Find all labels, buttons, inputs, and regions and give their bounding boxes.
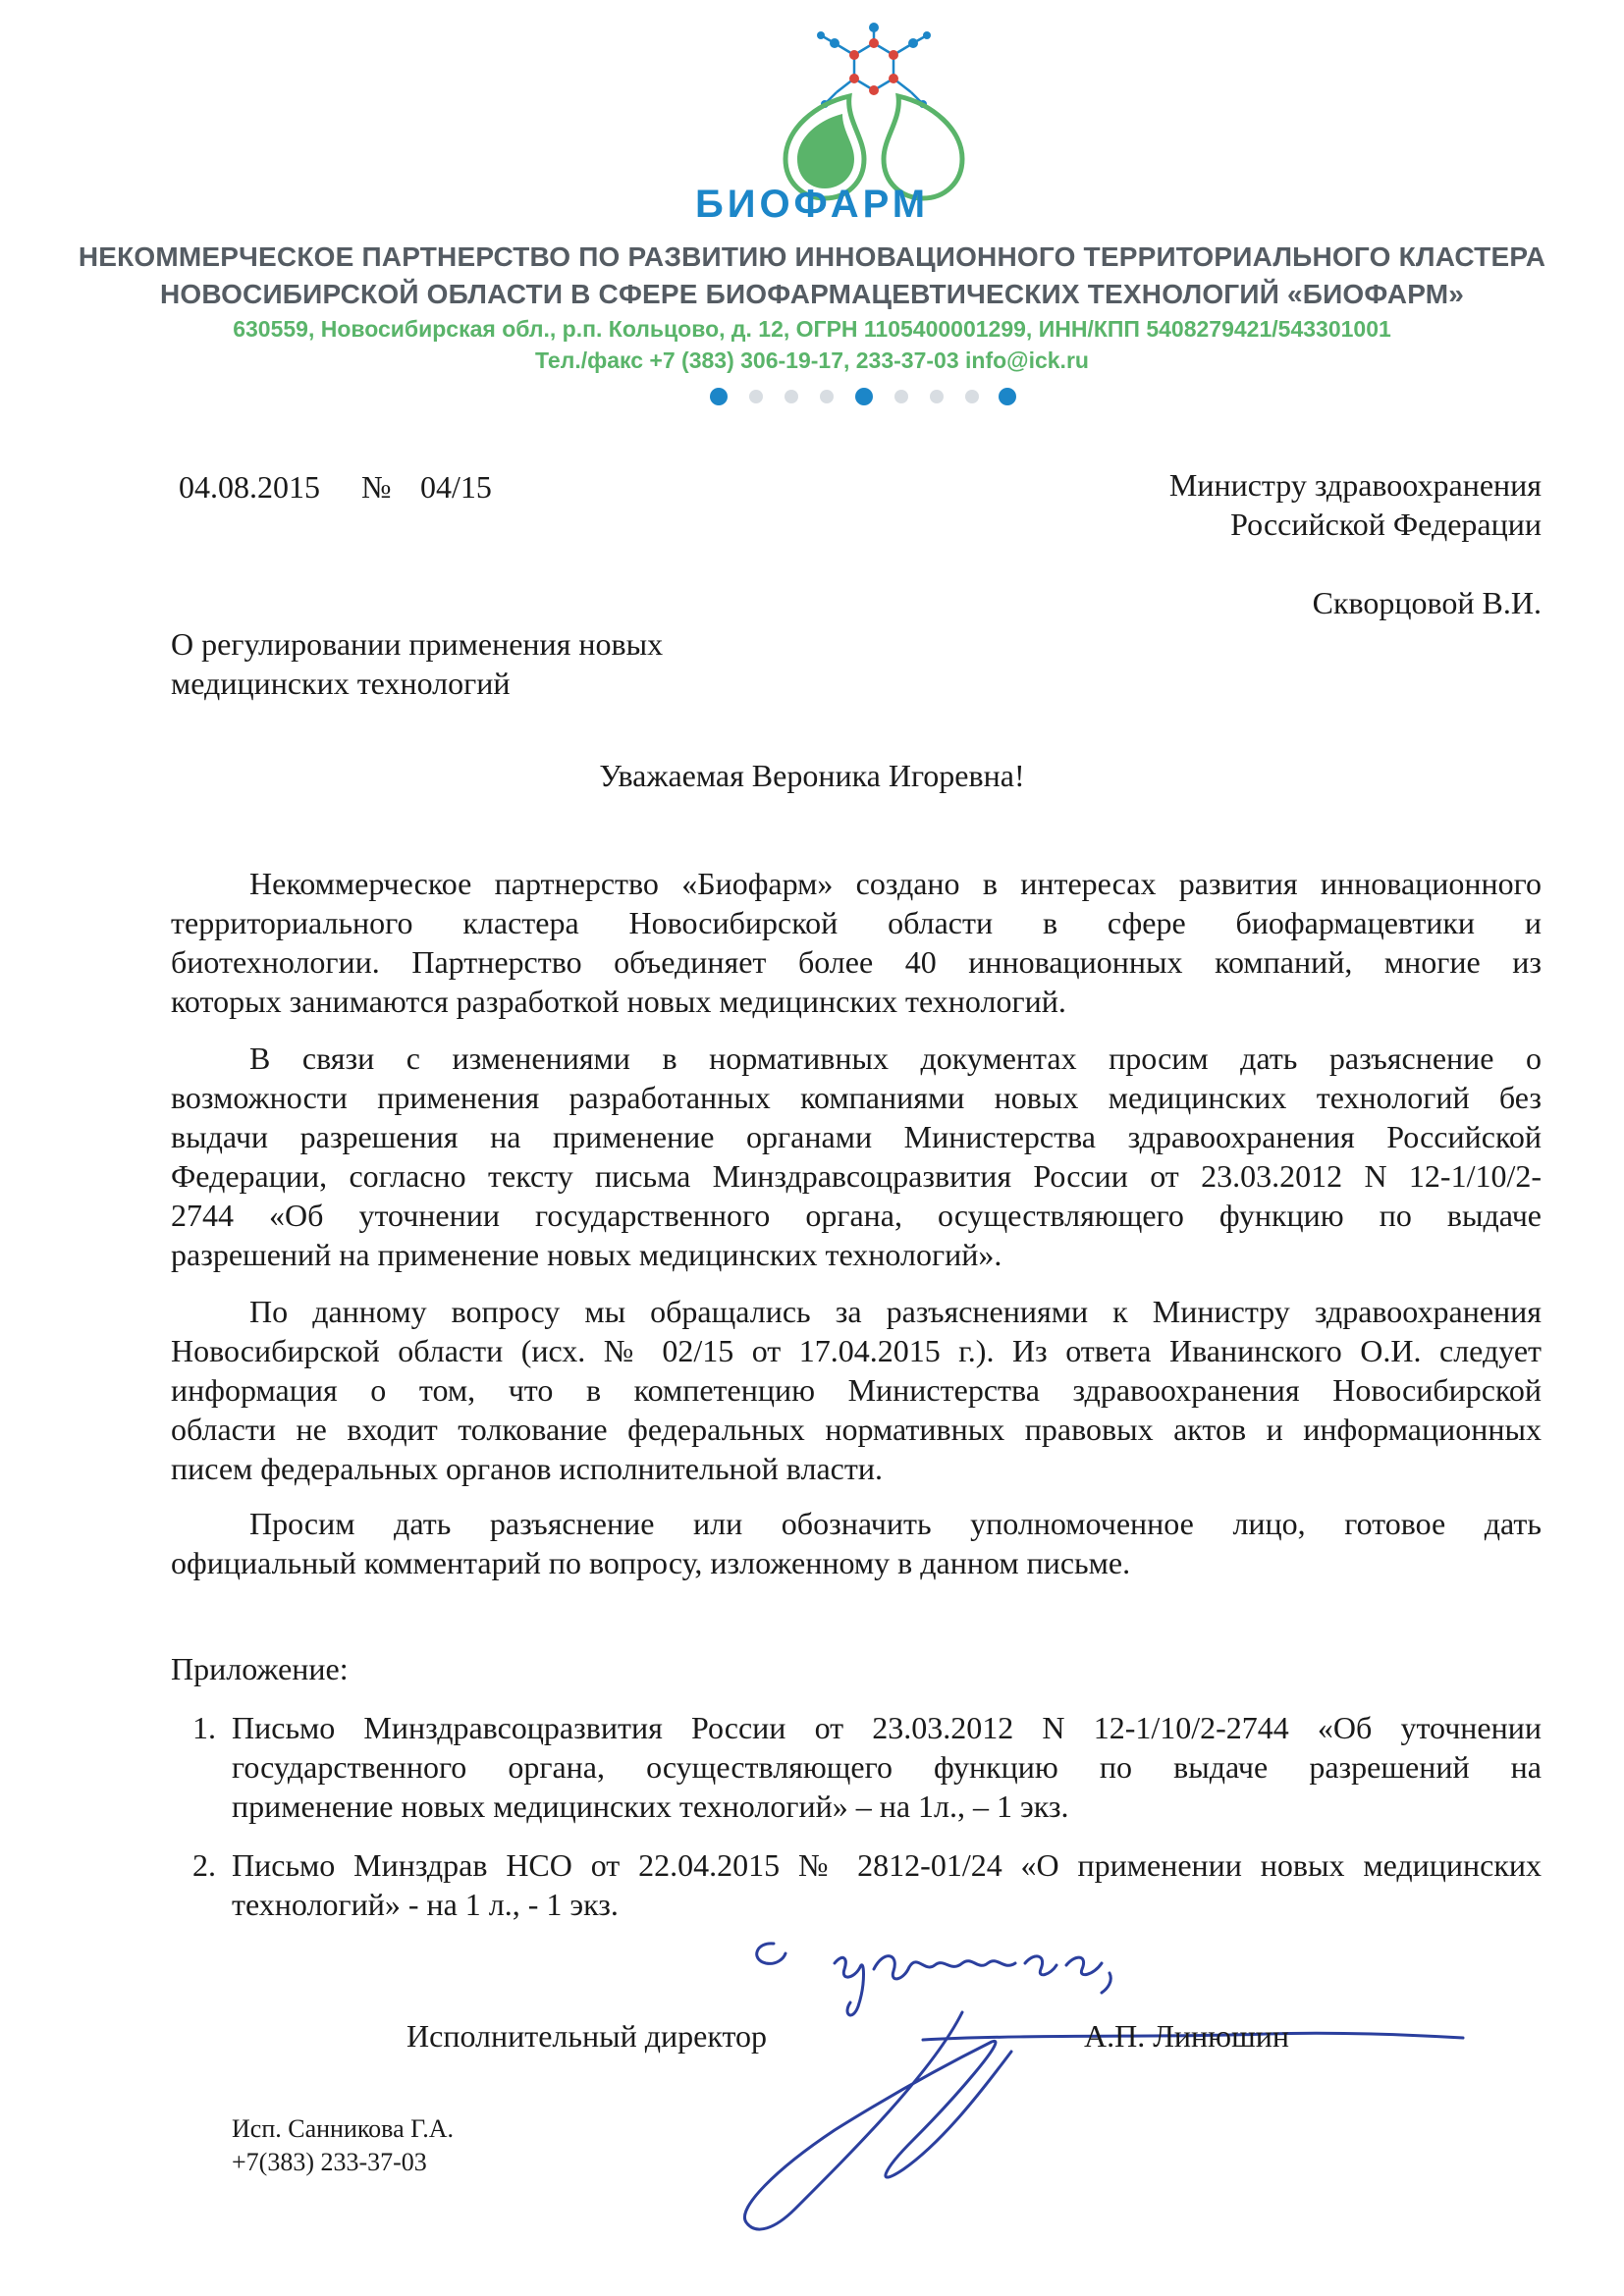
text-line: официальный комментарий по вопросу, изложенному в данном письме. xyxy=(171,1545,1131,1580)
org-name-line-2: НОВОСИБИРСКОЙ ОБЛАСТИ В СФЕРЕ БИОФАРМАЦЕВТИЧЕСКИХ ТЕХНОЛОГИЙ «БИОФАРМ» xyxy=(159,279,1465,309)
attachment-item-2 xyxy=(232,1845,1542,1924)
text-line: биотехнологии. Партнерство объединяет более 40 инновационных компаний, многие из xyxy=(171,944,1542,980)
text-line: В связи с изменениями в нормативных документах просим дать разъяснение о xyxy=(249,1041,1542,1076)
addressee-name: Скворцовой В.И. xyxy=(1312,585,1542,620)
text-line: применение новых медицинских технологий» – на 1л., – 1 экз. xyxy=(232,1789,1069,1824)
attachment-item-1 xyxy=(232,1708,1542,1826)
text-line: территориального кластера Новосибирской области в сфере биофармацевтики и xyxy=(171,905,1542,940)
executor-name: Исп. Санникова Г.А. xyxy=(232,2114,455,2143)
handwritten-signature xyxy=(717,1924,1492,2248)
text-line: Новосибирской области (исх. № 02/15 от 17.04.2015 г.). Из ответа Иванинского О.И. следует xyxy=(171,1333,1542,1368)
paragraph-3 xyxy=(171,1292,1542,1488)
decorative-dots xyxy=(707,385,1041,408)
text-line: Федерации, согласно тексту письма Минздравсоцразвития России от 23.03.2012 N 12-1/10/2- xyxy=(171,1158,1542,1194)
letter-number: 04/15 xyxy=(420,469,492,505)
executor-phone: +7(383) 233-37-03 xyxy=(232,2148,427,2176)
attachments-heading: Приложение: xyxy=(171,1651,349,1686)
brand-name: БИОФАРМ xyxy=(694,183,930,226)
greeting: Уважаемая Вероника Игоревна! xyxy=(599,758,1025,793)
signatory-name: А.П. Линюшин xyxy=(1084,2018,1289,2054)
subject-line-1: О регулировании применения новых xyxy=(171,626,664,662)
paragraph-4 xyxy=(171,1504,1542,1582)
paragraph-1 xyxy=(171,864,1542,1021)
text-line: которых занимаются разработкой новых медицинских технологий. xyxy=(171,984,1066,1019)
addressee-line-2: Российской Федерации xyxy=(1230,507,1542,542)
text-line: технологий» - на 1 л., - 1 экз. xyxy=(232,1887,619,1922)
text-line: области не входит толкование федеральных нормативных правовых актов и информационных xyxy=(171,1412,1542,1447)
subject-line-2: медицинских технологий xyxy=(171,666,511,701)
text-line: писем федеральных органов исполнительной власти. xyxy=(171,1451,883,1486)
signatory-position: Исполнительный директор xyxy=(406,2018,768,2054)
number-sign: № xyxy=(361,469,392,505)
org-address: 630559, Новосибирская обл., р.п. Кольцово, д. 12, ОГРН 1105400001299, ИНН/КПП 5408279421/543301001 xyxy=(233,316,1391,342)
text-line: государственного органа, осуществляющего функцию по выдаче разрешений на xyxy=(232,1749,1542,1785)
text-line: Просим дать разъяснение или обозначить уполномоченное лицо, готовое дать xyxy=(249,1506,1542,1541)
attachment-number: 2. xyxy=(192,1847,216,1883)
text-line: возможности применения разработанных компаниями новых медицинских технологий без xyxy=(171,1080,1542,1115)
text-line: Письмо Минздрав НСО от 22.04.2015 № 2812-01/24 «О применении новых медицинских xyxy=(232,1847,1542,1883)
text-line: разрешений на применение новых медицинских технологий». xyxy=(171,1237,1002,1272)
addressee-line-1: Министру здравоохранения xyxy=(1168,467,1542,503)
org-phone-email: Тел./факс +7 (383) 306-19-17, 233-37-03 info@ick.ru xyxy=(535,347,1089,373)
paragraph-2 xyxy=(171,1039,1542,1274)
text-line: информация о том, что в компетенцию Министерства здравоохранения Новосибирской xyxy=(171,1372,1542,1408)
text-line: выдачи разрешения на применение органами Министерства здравоохранения Российской xyxy=(171,1119,1542,1154)
letter-date: 04.08.2015 xyxy=(179,469,320,505)
org-name-line-1: НЕКОММЕРЧЕСКОЕ ПАРТНЕРСТВО ПО РАЗВИТИЮ ИННОВАЦИОННОГО ТЕРРИТОРИАЛЬНОГО КЛАСТЕРА xyxy=(78,241,1546,272)
text-line: 2744 «Об уточнении государственного органа, осуществляющего функцию по выдаче xyxy=(171,1198,1542,1233)
text-line: По данному вопросу мы обращались за разъяснениями к Министру здравоохранения xyxy=(249,1294,1542,1329)
attachment-number: 1. xyxy=(192,1710,216,1745)
text-line: Некоммерческое партнерство «Биофарм» создано в интересах развития инновационного xyxy=(249,866,1542,901)
text-line: Письмо Минздравсоцразвития России от 23.03.2012 N 12-1/10/2-2744 «Об уточнении xyxy=(232,1710,1542,1745)
